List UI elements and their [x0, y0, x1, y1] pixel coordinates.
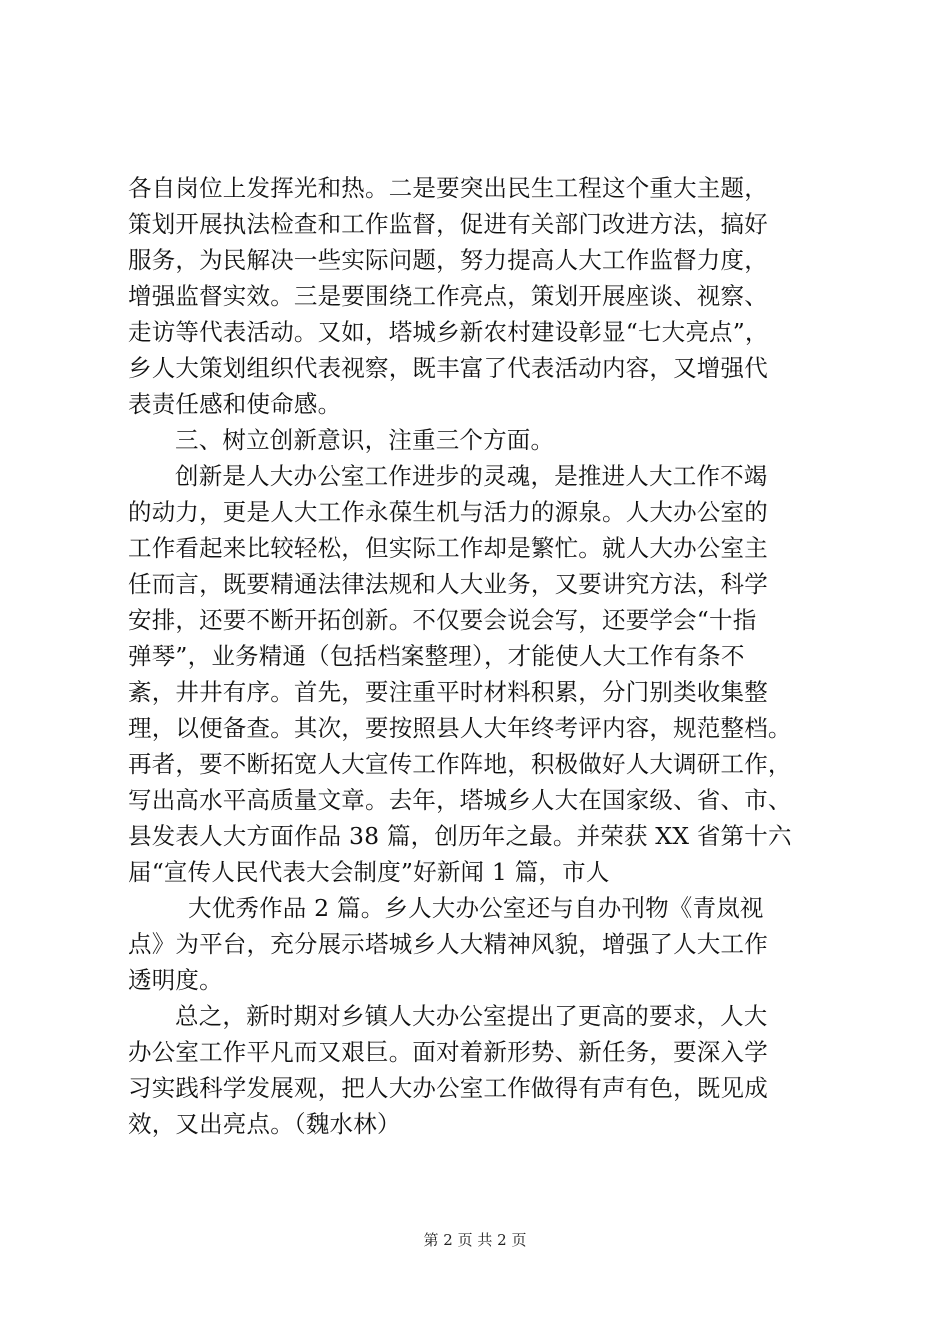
- text-line: 的动力，更是人大工作永葆生机与活力的源泉。人大办公室的: [128, 498, 768, 526]
- text-line: 写出高水平高质量文章。去年，塔城乡人大在国家级、省、市、: [128, 786, 792, 814]
- page-number-label: 第 2 页 共 2 页: [423, 1231, 527, 1249]
- text-line: 理，以便备查。其次，要按照县人大年终考评内容，规范整档。: [128, 714, 792, 742]
- text-line: 任而言，既要精通法律法规和人大业务，又要讲究方法，科学: [128, 570, 768, 598]
- text-line: 表责任感和使命感。: [128, 390, 342, 418]
- text-line: 安排，还要不断开拓创新。不仅要会说会写，还要学会“十指: [128, 606, 757, 634]
- text-line: 工作看起来比较轻松，但实际工作却是繁忙。就人大办公室主: [128, 534, 768, 562]
- text-line: 习实践科学发展观，把人大办公室工作做得有声有色，既见成: [128, 1074, 768, 1102]
- text-line: 紊，井井有序。首先，要注重平时材料积累，分门别类收集整: [128, 678, 768, 706]
- text-line: 效，又出亮点。（魏水林）: [128, 1110, 401, 1138]
- text-line: 透明度。: [128, 966, 223, 994]
- text-line: 三、树立创新意识，注重三个方面。: [175, 426, 555, 454]
- page-footer: [0, 1230, 950, 1250]
- text-line: 增强监督实效。三是要围绕工作亮点，策划开展座谈、视察、: [128, 282, 768, 310]
- text-line: 服务，为民解决一些实际问题，努力提高人大工作监督力度，: [128, 246, 768, 274]
- document-body: [128, 170, 848, 1142]
- text-line: 大优秀作品 2 篇。乡人大办公室还与自办刊物《青岚视: [188, 894, 764, 922]
- text-line: 县发表人大方面作品 38 篇，创历年之最。并荣获 XX 省第十六: [128, 822, 792, 850]
- text-line: 各自岗位上发挥光和热。二是要突出民生工程这个重大主题，: [128, 174, 768, 202]
- text-line: 总之，新时期对乡镇人大办公室提出了更高的要求，人大: [175, 1002, 768, 1030]
- text-line: 乡人大策划组织代表视察，既丰富了代表活动内容，又增强代: [128, 354, 768, 382]
- text-line: 届“宣传人民代表大会制度”好新闻 1 篇，市人: [128, 858, 610, 886]
- text-line: 创新是人大办公室工作进步的灵魂，是推进人大工作不竭: [175, 462, 768, 490]
- text-line: 走访等代表活动。又如，塔城乡新农村建设彰显“七大亮点”，: [128, 318, 769, 346]
- text-line: 弹琴”，业务精通（包括档案整理），才能使人大工作有条不: [128, 642, 745, 670]
- text-line: 策划开展执法检查和工作监督，促进有关部门改进方法，搞好: [128, 210, 768, 238]
- text-line: 点》为平台，充分展示塔城乡人大精神风貌，增强了人大工作: [128, 930, 768, 958]
- text-line: 再者，要不断拓宽人大宣传工作阵地，积极做好人大调研工作，: [128, 750, 792, 778]
- text-line: 办公室工作平凡而又艰巨。面对着新形势、新任务，要深入学: [128, 1038, 768, 1066]
